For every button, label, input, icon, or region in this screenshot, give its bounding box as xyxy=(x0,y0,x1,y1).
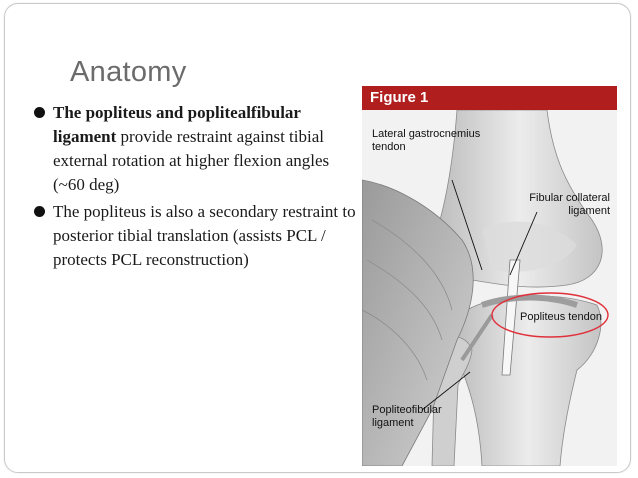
bullet-bold-text: The popliteus and popliteal​fibular ligament xyxy=(53,103,301,146)
label-popliteus-tendon: Popliteus tendon xyxy=(520,311,602,323)
label-lateral-gastrocnemius: Lateral gastrocnemius tendon xyxy=(372,128,481,153)
bullet-icon xyxy=(34,206,45,217)
bullet-icon xyxy=(34,107,45,118)
bullet-text: provide restraint against tibial external rotation at higher flexion angles (~60 deg) xyxy=(53,127,330,194)
label-fibular-collateral: Fibular collateral ligament xyxy=(529,192,610,217)
slide-title: Anatomy xyxy=(70,56,187,88)
bullet-list xyxy=(34,101,356,275)
anatomy-figure xyxy=(362,86,617,466)
figure-header-label: Figure 1 xyxy=(370,89,429,106)
label-popliteofibular: Popliteofibular ligament xyxy=(372,404,442,429)
bullet-text: The popliteus is also a secondary restraint to posterior tibial translation (assists PCL / protects PCL reconstruction) xyxy=(53,202,356,269)
bullet-item xyxy=(34,101,356,197)
figure-header xyxy=(362,86,617,110)
bullet-item xyxy=(34,200,356,272)
